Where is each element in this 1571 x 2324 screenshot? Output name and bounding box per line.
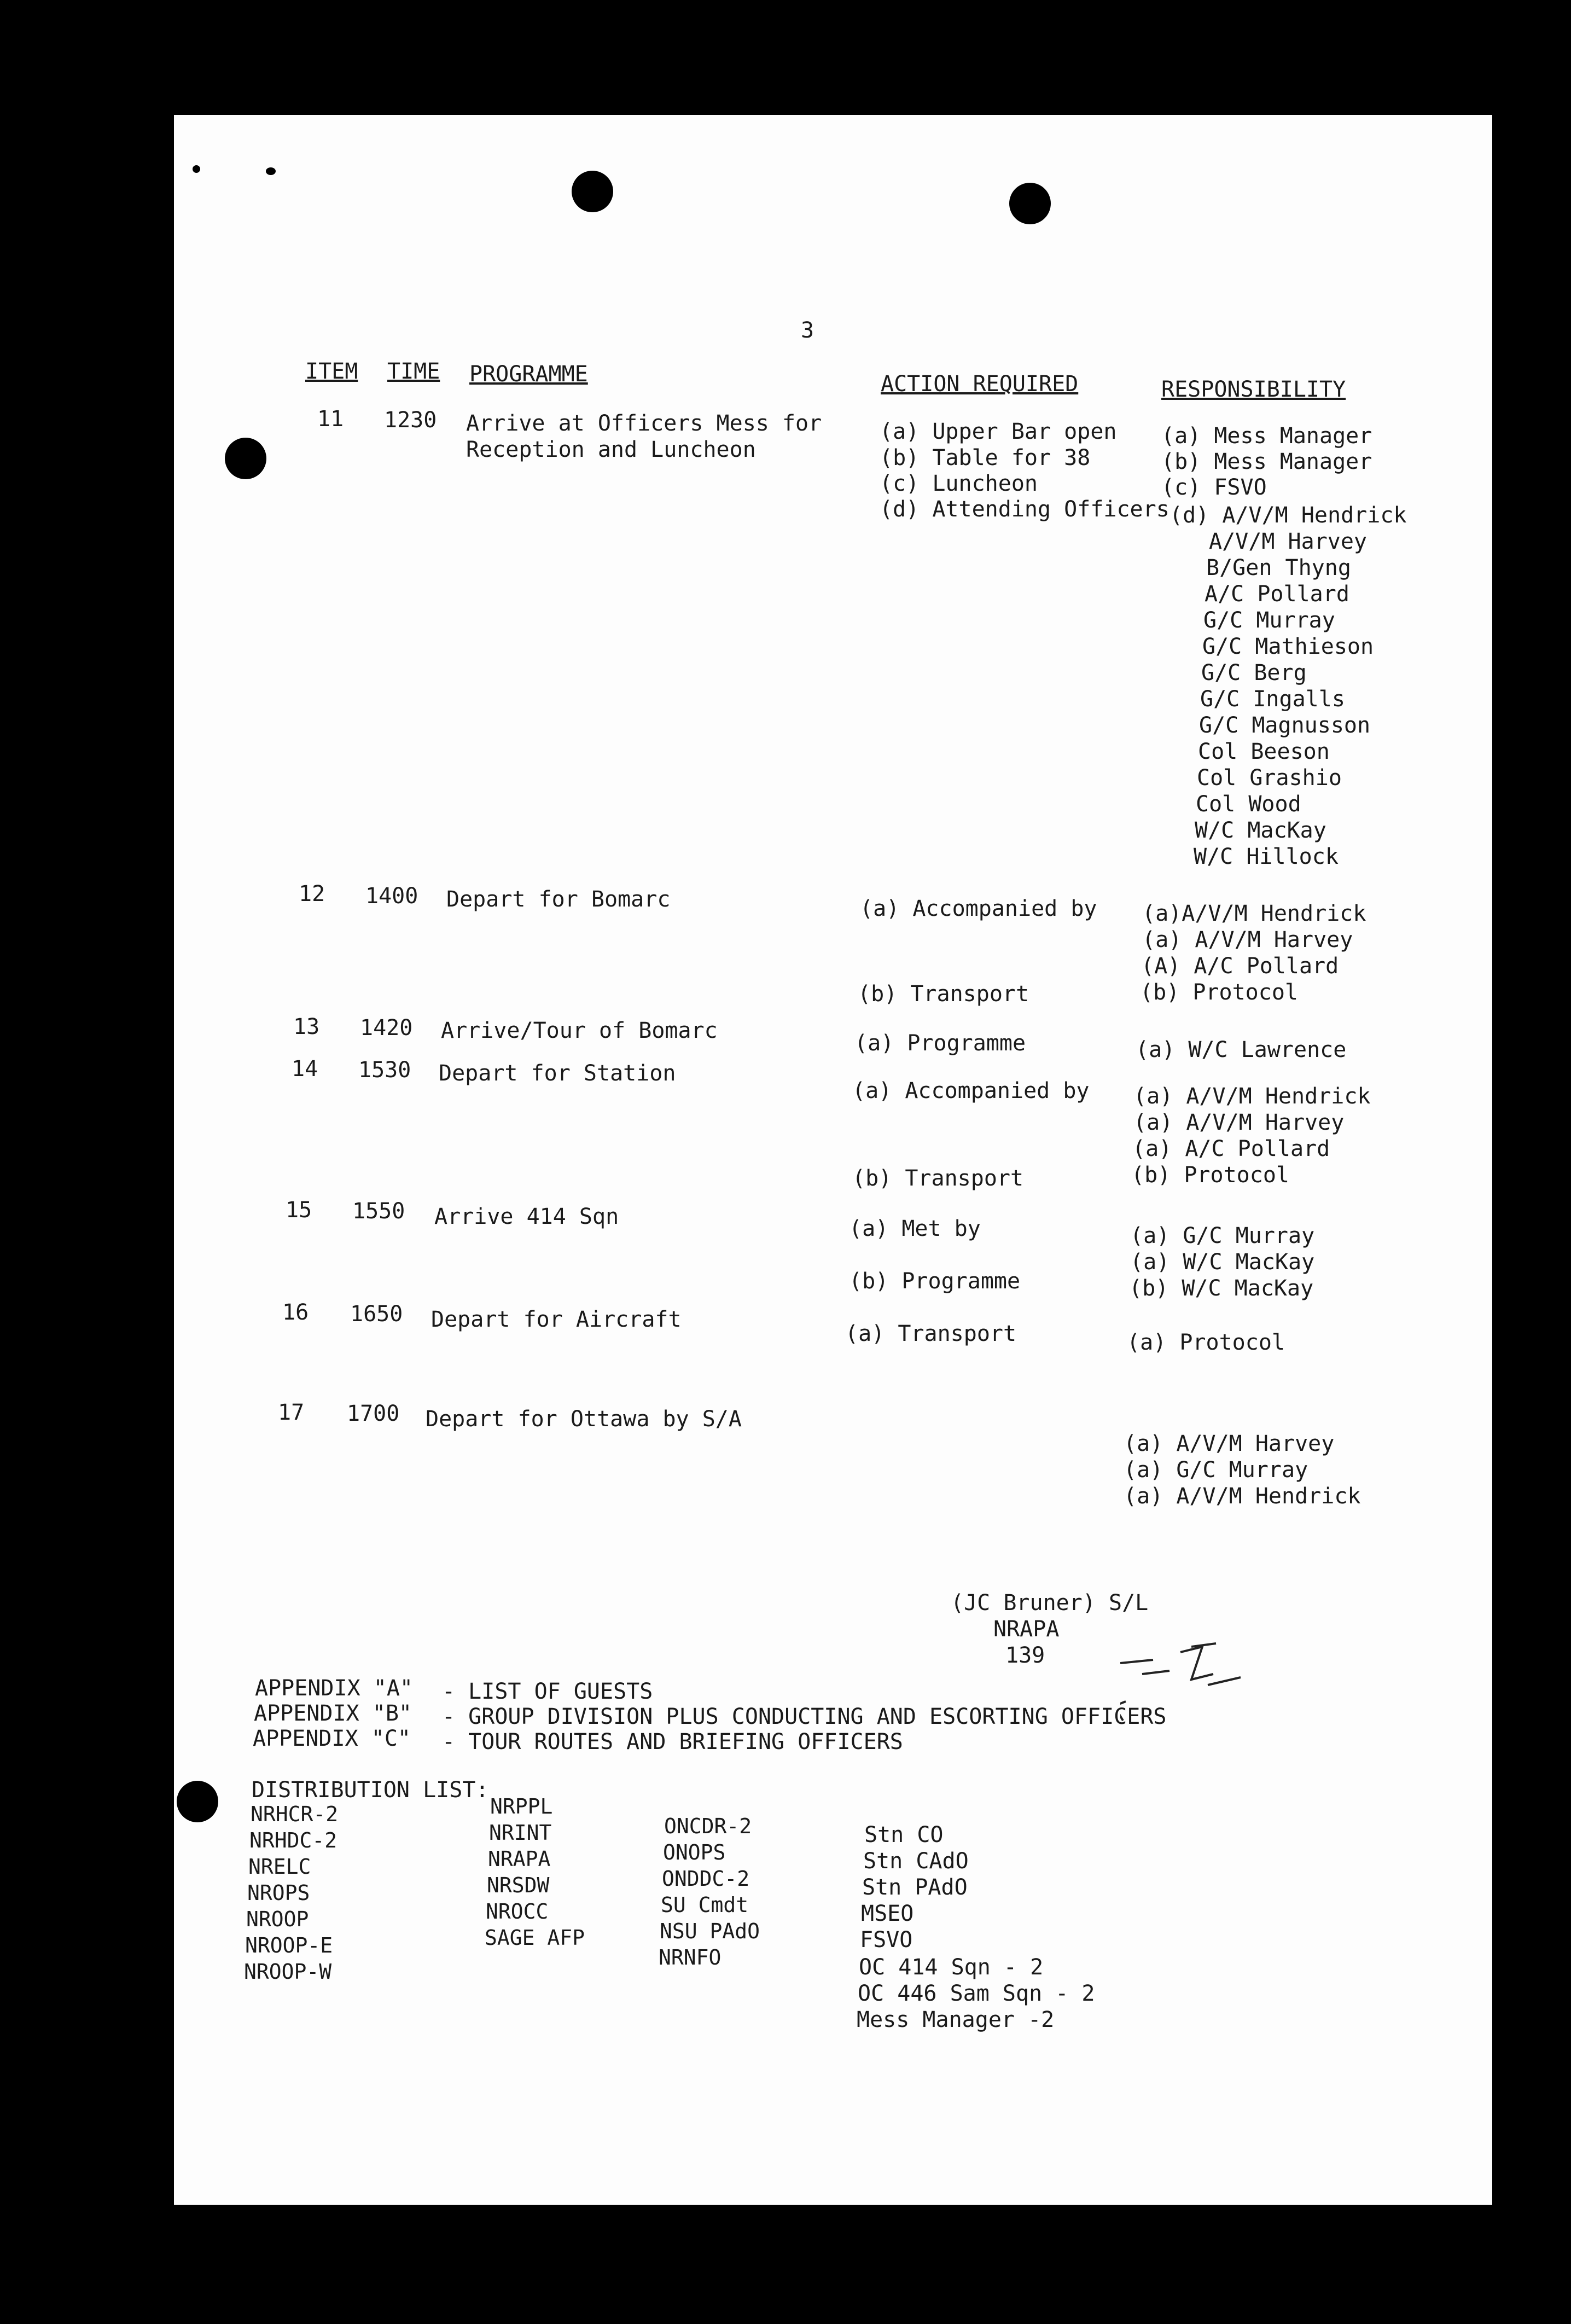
item-number: 13 bbox=[293, 1014, 320, 1039]
item-programme: Arrive at Officers Mess for bbox=[466, 411, 822, 436]
item-programme: Depart for Station bbox=[439, 1061, 676, 1086]
responsibility-line: Col Grashio bbox=[1197, 765, 1342, 791]
document-page bbox=[174, 115, 1492, 2205]
responsibility-line: (a) W/C MacKay bbox=[1130, 1250, 1315, 1275]
punch-hole bbox=[225, 438, 266, 479]
action-line: (b) Transport bbox=[858, 981, 1029, 1007]
responsibility-line: (b) Protocol bbox=[1131, 1163, 1289, 1188]
distribution-item: NROOP-E bbox=[245, 1933, 333, 1957]
item-time: 1550 bbox=[352, 1199, 405, 1224]
header-time: TIME bbox=[387, 359, 440, 384]
item-time: 1400 bbox=[365, 884, 418, 909]
signature-name: (JC Bruner) S/L bbox=[951, 1590, 1149, 1616]
distribution-item: NRINT bbox=[489, 1821, 552, 1845]
action-line: (c) Luncheon bbox=[880, 471, 1038, 496]
responsibility-line: (d) A/V/M Hendrick bbox=[1169, 503, 1407, 528]
item-time: 1230 bbox=[384, 408, 437, 433]
action-line: (a) Transport bbox=[845, 1321, 1017, 1346]
action-line: (d) Attending Officers bbox=[880, 497, 1169, 522]
item-programme: Reception and Luncheon bbox=[466, 437, 756, 462]
responsibility-line: (a) A/V/M Harvey bbox=[1133, 1110, 1345, 1135]
distribution-item: NRPPL bbox=[490, 1794, 553, 1818]
item-time: 1530 bbox=[358, 1058, 411, 1083]
item-number: 17 bbox=[278, 1400, 305, 1425]
item-number: 15 bbox=[286, 1198, 312, 1223]
appendix-label: APPENDIX "B" bbox=[254, 1701, 412, 1726]
responsibility-line: (a) A/V/M Harvey bbox=[1124, 1431, 1335, 1456]
responsibility-line: (b) Protocol bbox=[1140, 980, 1298, 1005]
responsibility-line: (b) Mess Manager bbox=[1161, 449, 1372, 474]
responsibility-line: (a) Mess Manager bbox=[1161, 423, 1372, 449]
responsibility-line: Col Beeson bbox=[1198, 739, 1330, 764]
item-programme: Depart for Ottawa by S/A bbox=[426, 1407, 742, 1432]
item-programme: Arrive 414 Sqn bbox=[434, 1204, 619, 1229]
action-line: (a) Accompanied by bbox=[860, 896, 1097, 921]
responsibility-line: (b) W/C MacKay bbox=[1129, 1276, 1314, 1301]
distribution-item: ONDDC-2 bbox=[662, 1867, 750, 1891]
distribution-item: ONOPS bbox=[663, 1840, 726, 1864]
item-number: 11 bbox=[317, 406, 344, 432]
item-time: 1700 bbox=[347, 1401, 400, 1426]
responsibility-line: (a) A/C Pollard bbox=[1132, 1136, 1330, 1161]
distribution-item: Mess Manager -2 bbox=[857, 2007, 1055, 2032]
item-number: 14 bbox=[292, 1056, 318, 1082]
responsibility-line: (A) A/C Pollard bbox=[1141, 954, 1339, 979]
responsibility-line: (a)A/V/M Hendrick bbox=[1142, 901, 1366, 926]
distribution-item: NRHCR-2 bbox=[251, 1802, 339, 1826]
action-line: (a) Programme bbox=[854, 1031, 1026, 1056]
item-number: 12 bbox=[299, 881, 325, 907]
distribution-item: SAGE AFP bbox=[485, 1926, 585, 1950]
item-time: 1650 bbox=[350, 1302, 403, 1327]
distribution-item: Stn PAdO bbox=[862, 1875, 968, 1900]
appendix-text: - TOUR ROUTES AND BRIEFING OFFICERS bbox=[442, 1729, 903, 1754]
responsibility-line: G/C Murray bbox=[1203, 608, 1335, 633]
distribution-item: NSU PAdO bbox=[660, 1919, 760, 1943]
item-programme: Depart for Bomarc bbox=[446, 887, 671, 912]
responsibility-line: B/Gen Thyng bbox=[1206, 555, 1351, 580]
responsibility-line: G/C Mathieson bbox=[1202, 634, 1374, 659]
distribution-item: NRELC bbox=[248, 1855, 311, 1879]
action-line: (b) Transport bbox=[852, 1166, 1024, 1191]
action-line: (a) Met by bbox=[849, 1216, 981, 1241]
signature-office: NRAPA bbox=[993, 1617, 1060, 1642]
distribution-item: NRSDW bbox=[487, 1873, 550, 1897]
responsibility-line: (a) A/V/M Harvey bbox=[1142, 927, 1353, 952]
appendix-text: - LIST OF GUESTS bbox=[442, 1679, 653, 1704]
item-time: 1420 bbox=[360, 1015, 413, 1041]
appendix-text: - GROUP DIVISION PLUS CONDUCTING AND ESCORTING OFFICERS bbox=[442, 1704, 1167, 1729]
action-line: (a) Accompanied by bbox=[852, 1078, 1090, 1103]
distribution-title: DISTRIBUTION LIST: bbox=[252, 1777, 489, 1803]
responsibility-line: Col Wood bbox=[1196, 792, 1301, 817]
item-programme: Depart for Aircraft bbox=[431, 1307, 682, 1332]
appendix-label: APPENDIX "A" bbox=[255, 1676, 413, 1701]
distribution-item: FSVO bbox=[860, 1927, 913, 1953]
responsibility-line: W/C MacKay bbox=[1195, 818, 1326, 843]
distribution-item: NROOP-W bbox=[244, 1960, 332, 1984]
signature-number: 139 bbox=[1005, 1643, 1045, 1668]
speck bbox=[193, 165, 200, 173]
header-programme: PROGRAMME bbox=[469, 362, 588, 387]
distribution-item: Stn CAdO bbox=[863, 1849, 969, 1874]
responsibility-line: G/C Magnusson bbox=[1199, 713, 1371, 738]
distribution-item: NROOP bbox=[246, 1907, 309, 1931]
punch-hole bbox=[1009, 183, 1051, 224]
responsibility-line: G/C Ingalls bbox=[1200, 687, 1345, 712]
responsibility-line: (c) FSVO bbox=[1161, 475, 1267, 500]
distribution-item: NROCC bbox=[486, 1899, 549, 1924]
punch-hole bbox=[572, 171, 613, 212]
action-line: (b) Programme bbox=[849, 1269, 1021, 1294]
distribution-item: MSEO bbox=[861, 1901, 914, 1926]
responsibility-line: (a) W/C Lawrence bbox=[1136, 1037, 1347, 1062]
distribution-item: OC 414 Sqn - 2 bbox=[859, 1955, 1044, 1980]
responsibility-line: (a) A/V/M Hendrick bbox=[1133, 1084, 1371, 1109]
responsibility-line: A/C Pollard bbox=[1205, 582, 1349, 607]
distribution-item: OC 446 Sam Sqn - 2 bbox=[858, 1981, 1095, 2006]
distribution-item: SU Cmdt bbox=[661, 1893, 749, 1917]
responsibility-line: W/C Hillock bbox=[1194, 844, 1339, 869]
action-line: (a) Upper Bar open bbox=[880, 419, 1117, 444]
responsibility-line: (a) Protocol bbox=[1127, 1330, 1285, 1355]
distribution-item: Stn CO bbox=[864, 1822, 944, 1847]
action-line: (b) Table for 38 bbox=[880, 445, 1091, 470]
header-responsibility: RESPONSIBILITY bbox=[1161, 377, 1346, 402]
responsibility-line: A/V/M Harvey bbox=[1209, 529, 1367, 554]
punch-hole bbox=[177, 1781, 218, 1822]
header-action: ACTION REQUIRED bbox=[881, 371, 1079, 397]
distribution-item: NRAPA bbox=[488, 1847, 551, 1871]
appendix-label: APPENDIX "C" bbox=[253, 1726, 411, 1751]
responsibility-line: (a) G/C Murray bbox=[1124, 1457, 1308, 1483]
speck bbox=[266, 167, 276, 175]
distribution-item: ONCDR-2 bbox=[664, 1814, 752, 1838]
responsibility-line: (a) G/C Murray bbox=[1130, 1223, 1315, 1248]
distribution-item: NROPS bbox=[247, 1881, 310, 1905]
responsibility-line: (a) A/V/M Hendrick bbox=[1124, 1484, 1361, 1509]
header-item: ITEM bbox=[305, 359, 358, 384]
page-number: 3 bbox=[801, 318, 814, 343]
item-number: 16 bbox=[282, 1300, 309, 1325]
item-programme: Arrive/Tour of Bomarc bbox=[441, 1018, 718, 1043]
distribution-item: NRHDC-2 bbox=[249, 1828, 338, 1852]
distribution-item: NRNFO bbox=[659, 1945, 722, 1969]
responsibility-line: G/C Berg bbox=[1201, 660, 1307, 685]
